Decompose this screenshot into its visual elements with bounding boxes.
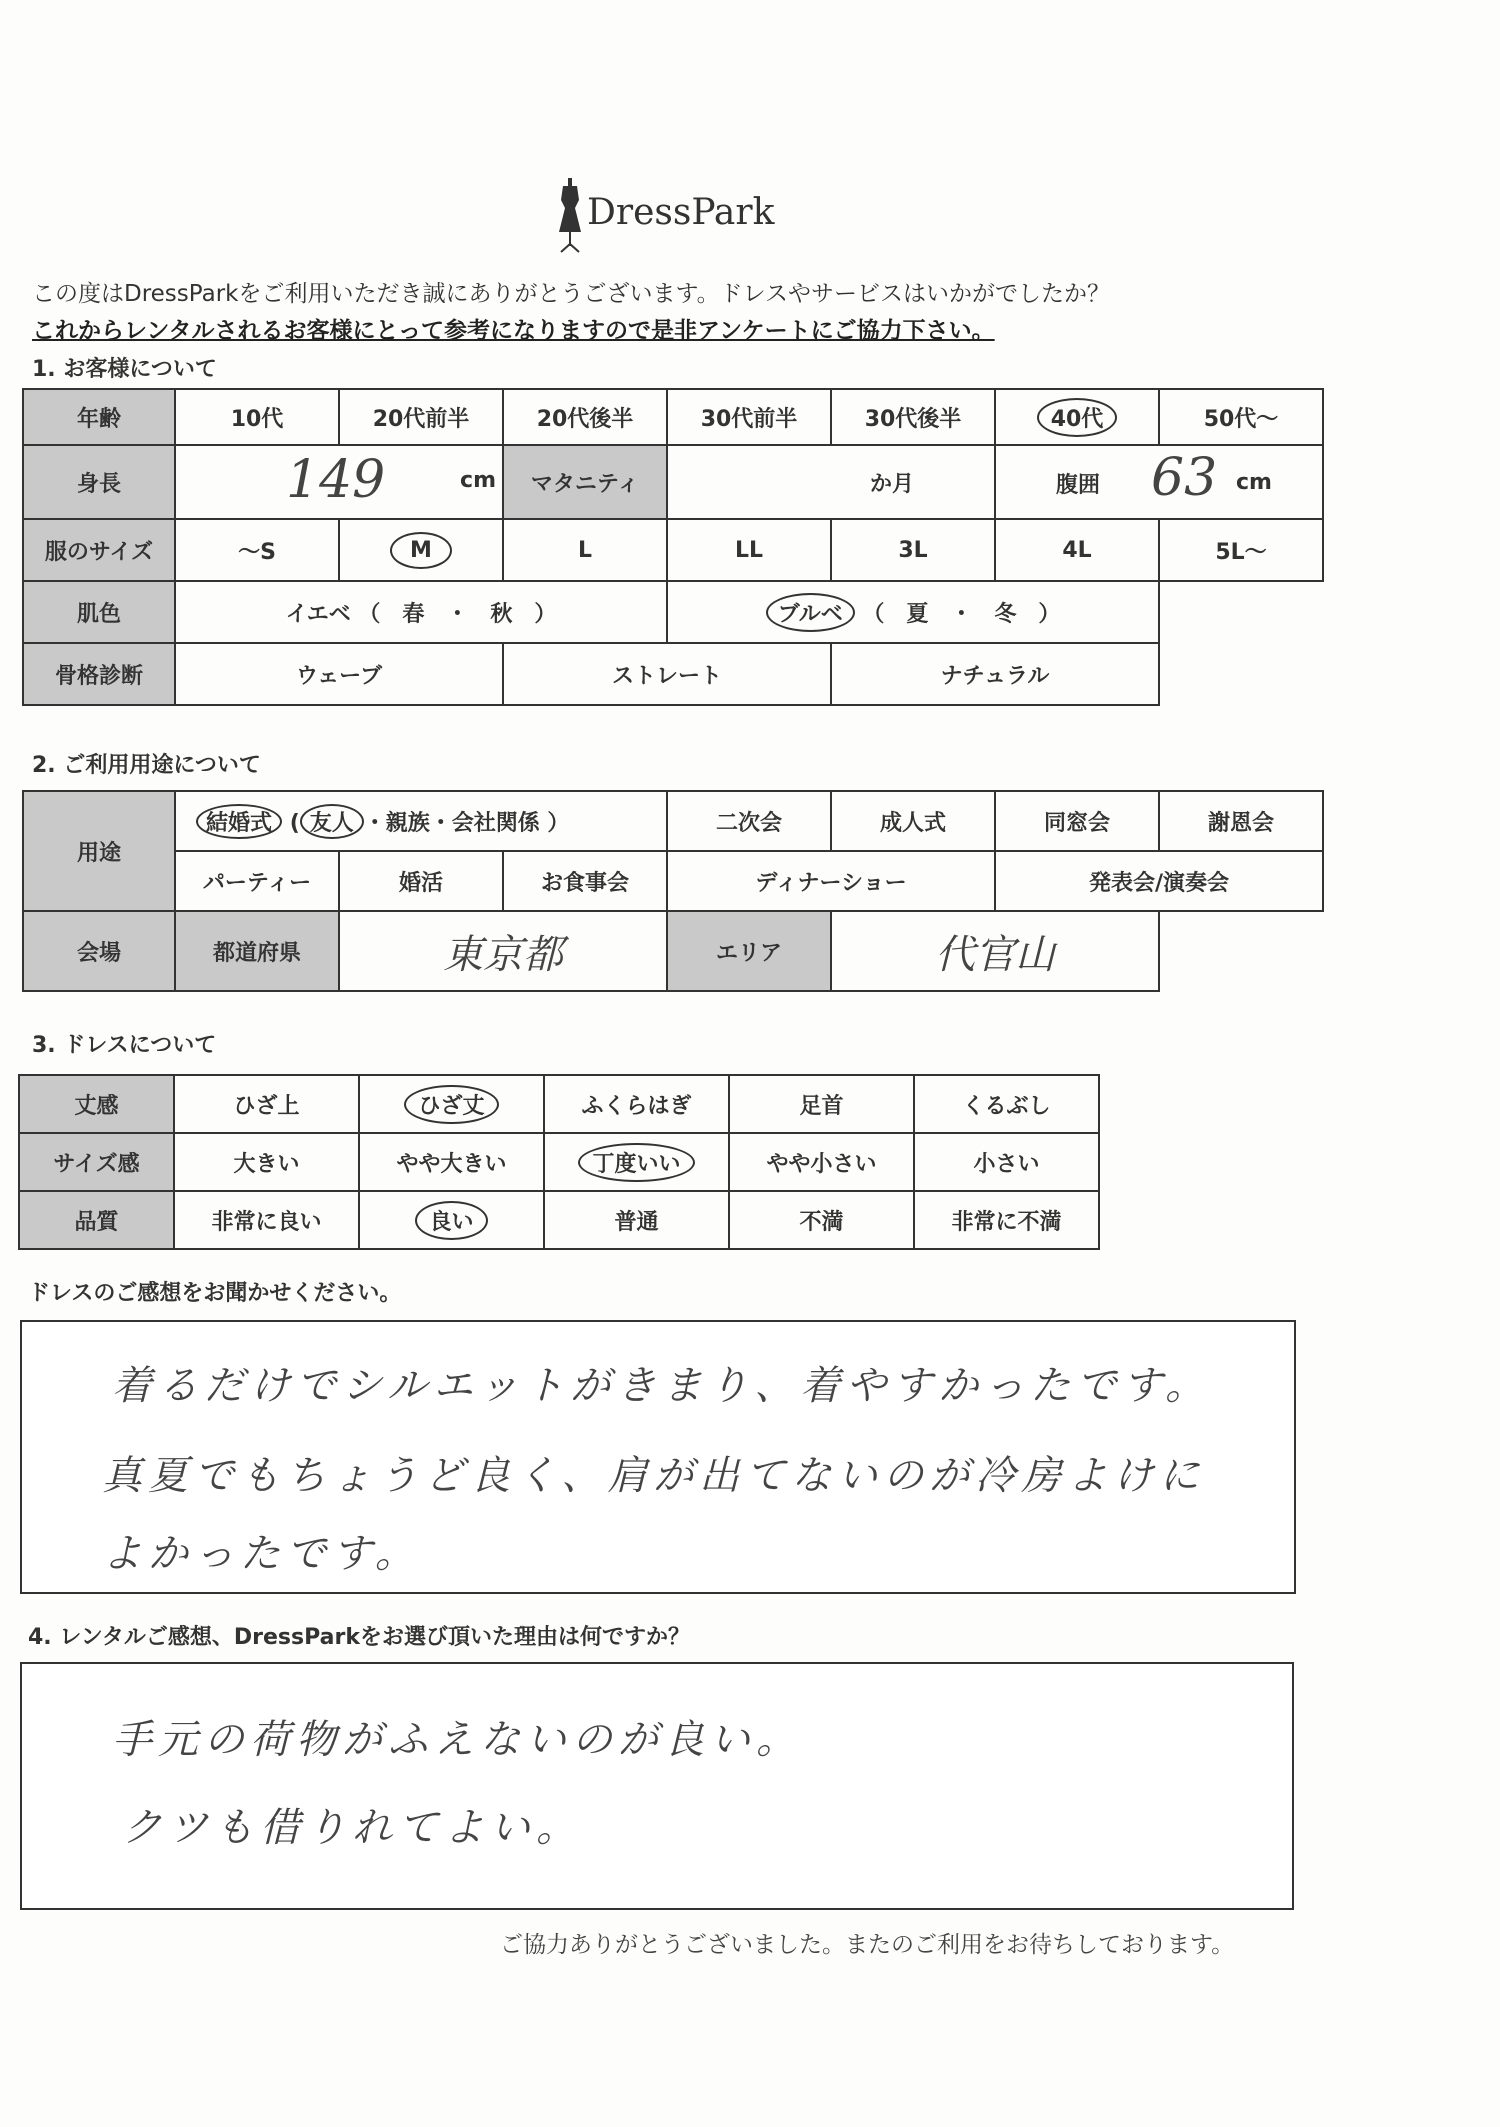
purpose-option[interactable]: パーティー — [175, 851, 339, 911]
size-option[interactable]: 5L～ — [1159, 519, 1323, 581]
age-option-selected[interactable] — [995, 389, 1159, 445]
purpose-table — [22, 790, 1324, 992]
size-label: 服のサイズ — [23, 519, 175, 581]
blue-base-seasons: （ 夏 ・ 冬 ） — [862, 601, 1061, 627]
purpose-option[interactable]: お食事会 — [503, 851, 667, 911]
quality-label: 品質 — [19, 1191, 174, 1249]
dress-comment-prompt: ドレスのご感想をお聞かせください。 — [28, 1281, 402, 1306]
size-option[interactable]: ～S — [175, 519, 339, 581]
yellow-base-seasons: （ 春 ・ 秋 ） — [358, 601, 557, 627]
frame-row — [23, 643, 1323, 705]
selection-circle: 良い — [415, 1201, 487, 1240]
age-row — [23, 389, 1323, 445]
purpose-option[interactable]: ディナーショー — [667, 851, 995, 911]
waist-unit: cm — [1236, 470, 1272, 495]
purpose-option[interactable]: 同窓会 — [995, 791, 1159, 851]
frame-label: 骨格診断 — [23, 643, 175, 705]
skin-yellow-base[interactable] — [175, 581, 667, 643]
waist-label: 腹囲 — [1056, 473, 1101, 498]
purpose-row-2 — [23, 851, 1323, 911]
frame-option[interactable]: ウェーブ — [175, 643, 503, 705]
waist-value: 63 — [1151, 448, 1218, 508]
prefecture-label: 都道府県 — [175, 911, 339, 991]
purpose-option[interactable]: 婚活 — [339, 851, 503, 911]
section2-title: 2. ご利用用途について — [32, 753, 261, 778]
height-value: 149 — [286, 450, 386, 510]
length-option[interactable]: ふくらはぎ — [544, 1075, 729, 1133]
rental-comment-box[interactable] — [20, 1662, 1294, 1910]
dresspark-logo — [555, 178, 795, 258]
selection-circle: 丁度いい — [578, 1143, 694, 1182]
age-label: 年齢 — [23, 389, 175, 445]
age-option[interactable]: 30代後半 — [831, 389, 995, 445]
length-option-selected[interactable] — [359, 1075, 544, 1133]
skin-blue-base[interactable] — [667, 581, 1159, 643]
area-value[interactable]: 代官山 — [831, 911, 1159, 991]
purpose-option[interactable]: 二次会 — [667, 791, 831, 851]
wedding-sub-options: ・親族・会社関係 ） — [363, 810, 570, 836]
height-row — [23, 445, 1323, 519]
quality-option[interactable]: 非常に不満 — [914, 1191, 1099, 1249]
quality-option[interactable]: 非常に良い — [174, 1191, 359, 1249]
selection-circle: 結婚式 — [196, 804, 282, 839]
size-option-selected[interactable] — [339, 519, 503, 581]
section4-title: 4. レンタルご感想、DressParkをお選び頂いた理由は何ですか？ — [28, 1625, 690, 1650]
fit-label: サイズ感 — [19, 1133, 174, 1191]
intro-line-2: これからレンタルされるお客様にとって参考になりますので是非アンケートにご協力下さい。 — [32, 318, 995, 344]
age-option[interactable]: 30代前半 — [667, 389, 831, 445]
length-label: 丈感 — [19, 1075, 174, 1133]
maternity-months-field[interactable] — [667, 445, 995, 519]
frame-option[interactable]: ストレート — [503, 643, 831, 705]
age-option[interactable]: 50代～ — [1159, 389, 1323, 445]
size-option[interactable]: 4L — [995, 519, 1159, 581]
purpose-row-1 — [23, 791, 1323, 851]
purpose-option[interactable]: 発表会/演奏会 — [995, 851, 1323, 911]
dress-table — [18, 1074, 1100, 1250]
quality-option[interactable]: 普通 — [544, 1191, 729, 1249]
skin-label: 肌色 — [23, 581, 175, 643]
selection-circle: M — [390, 532, 452, 569]
quality-option-selected[interactable] — [359, 1191, 544, 1249]
months-unit: か月 — [869, 471, 914, 497]
rental-comment-line: 手元の荷物がふえないのが良い。 — [112, 1717, 802, 1763]
size-row — [23, 519, 1323, 581]
fit-option[interactable]: やや小さい — [729, 1133, 914, 1191]
purpose-option[interactable]: 謝恩会 — [1159, 791, 1323, 851]
rental-comment-line: クツも借りれてよい。 — [122, 1805, 582, 1851]
intro-line-1: この度はDressParkをご利用いただき誠にありがとうございます。ドレスやサービスはいかがでしたか？ — [32, 281, 1110, 307]
age-option[interactable]: 10代 — [175, 389, 339, 445]
height-field[interactable] — [175, 445, 503, 519]
selection-circle: ひざ丈 — [404, 1085, 498, 1124]
size-option[interactable]: 3L — [831, 519, 995, 581]
fit-option[interactable]: やや大きい — [359, 1133, 544, 1191]
fit-option[interactable]: 小さい — [914, 1133, 1099, 1191]
height-label: 身長 — [23, 445, 175, 519]
size-option[interactable]: L — [503, 519, 667, 581]
area-label: エリア — [667, 911, 831, 991]
venue-row — [23, 911, 1323, 991]
waist-field[interactable] — [995, 445, 1323, 519]
height-unit: cm — [460, 468, 496, 493]
skin-row — [23, 581, 1323, 643]
purpose-option[interactable]: 成人式 — [831, 791, 995, 851]
length-option[interactable]: 足首 — [729, 1075, 914, 1133]
selection-circle: 友人 — [300, 804, 364, 839]
section1-title: 1. お客様について — [32, 357, 217, 382]
maternity-label: マタニティ — [503, 445, 667, 519]
logo-text: DressPark — [587, 192, 775, 233]
length-option[interactable]: くるぶし — [914, 1075, 1099, 1133]
wedding-option[interactable]: 結婚式 ( 友人 ・親族・会社関係 ） — [175, 791, 667, 851]
length-option[interactable]: ひざ上 — [174, 1075, 359, 1133]
dress-comment-line: よかったです。 — [102, 1531, 421, 1577]
section3-title: 3. ドレスについて — [32, 1033, 217, 1058]
frame-option[interactable]: ナチュラル — [831, 643, 1159, 705]
selection-circle: 40代 — [1037, 398, 1118, 437]
quality-row — [19, 1191, 1099, 1249]
purpose-label: 用途 — [23, 791, 175, 911]
size-option[interactable]: LL — [667, 519, 831, 581]
fit-row — [19, 1133, 1099, 1191]
dress-comment-box[interactable] — [20, 1320, 1296, 1594]
customer-table — [22, 388, 1324, 706]
fit-option[interactable]: 大きい — [174, 1133, 359, 1191]
selection-circle: ブルベ — [766, 593, 855, 632]
length-row — [19, 1075, 1099, 1133]
dress-form-icon — [555, 178, 585, 256]
prefecture-value[interactable]: 東京都 — [339, 911, 667, 991]
yellow-base-label: イエベ — [285, 601, 351, 627]
venue-label: 会場 — [23, 911, 175, 991]
age-option[interactable]: 20代後半 — [503, 389, 667, 445]
fit-option-selected[interactable] — [544, 1133, 729, 1191]
quality-option[interactable]: 不満 — [729, 1191, 914, 1249]
dress-comment-line: 着るだけでシルエットがきまり、着やすかったです。 — [112, 1363, 1211, 1409]
footer-thanks: ご協力ありがとうございました。またのご利用をお待ちしております。 — [500, 1932, 1235, 1958]
age-option[interactable]: 20代前半 — [339, 389, 503, 445]
dress-comment-line: 真夏でもちょうど良く、肩が出てないのが冷房よけに — [102, 1453, 1206, 1499]
